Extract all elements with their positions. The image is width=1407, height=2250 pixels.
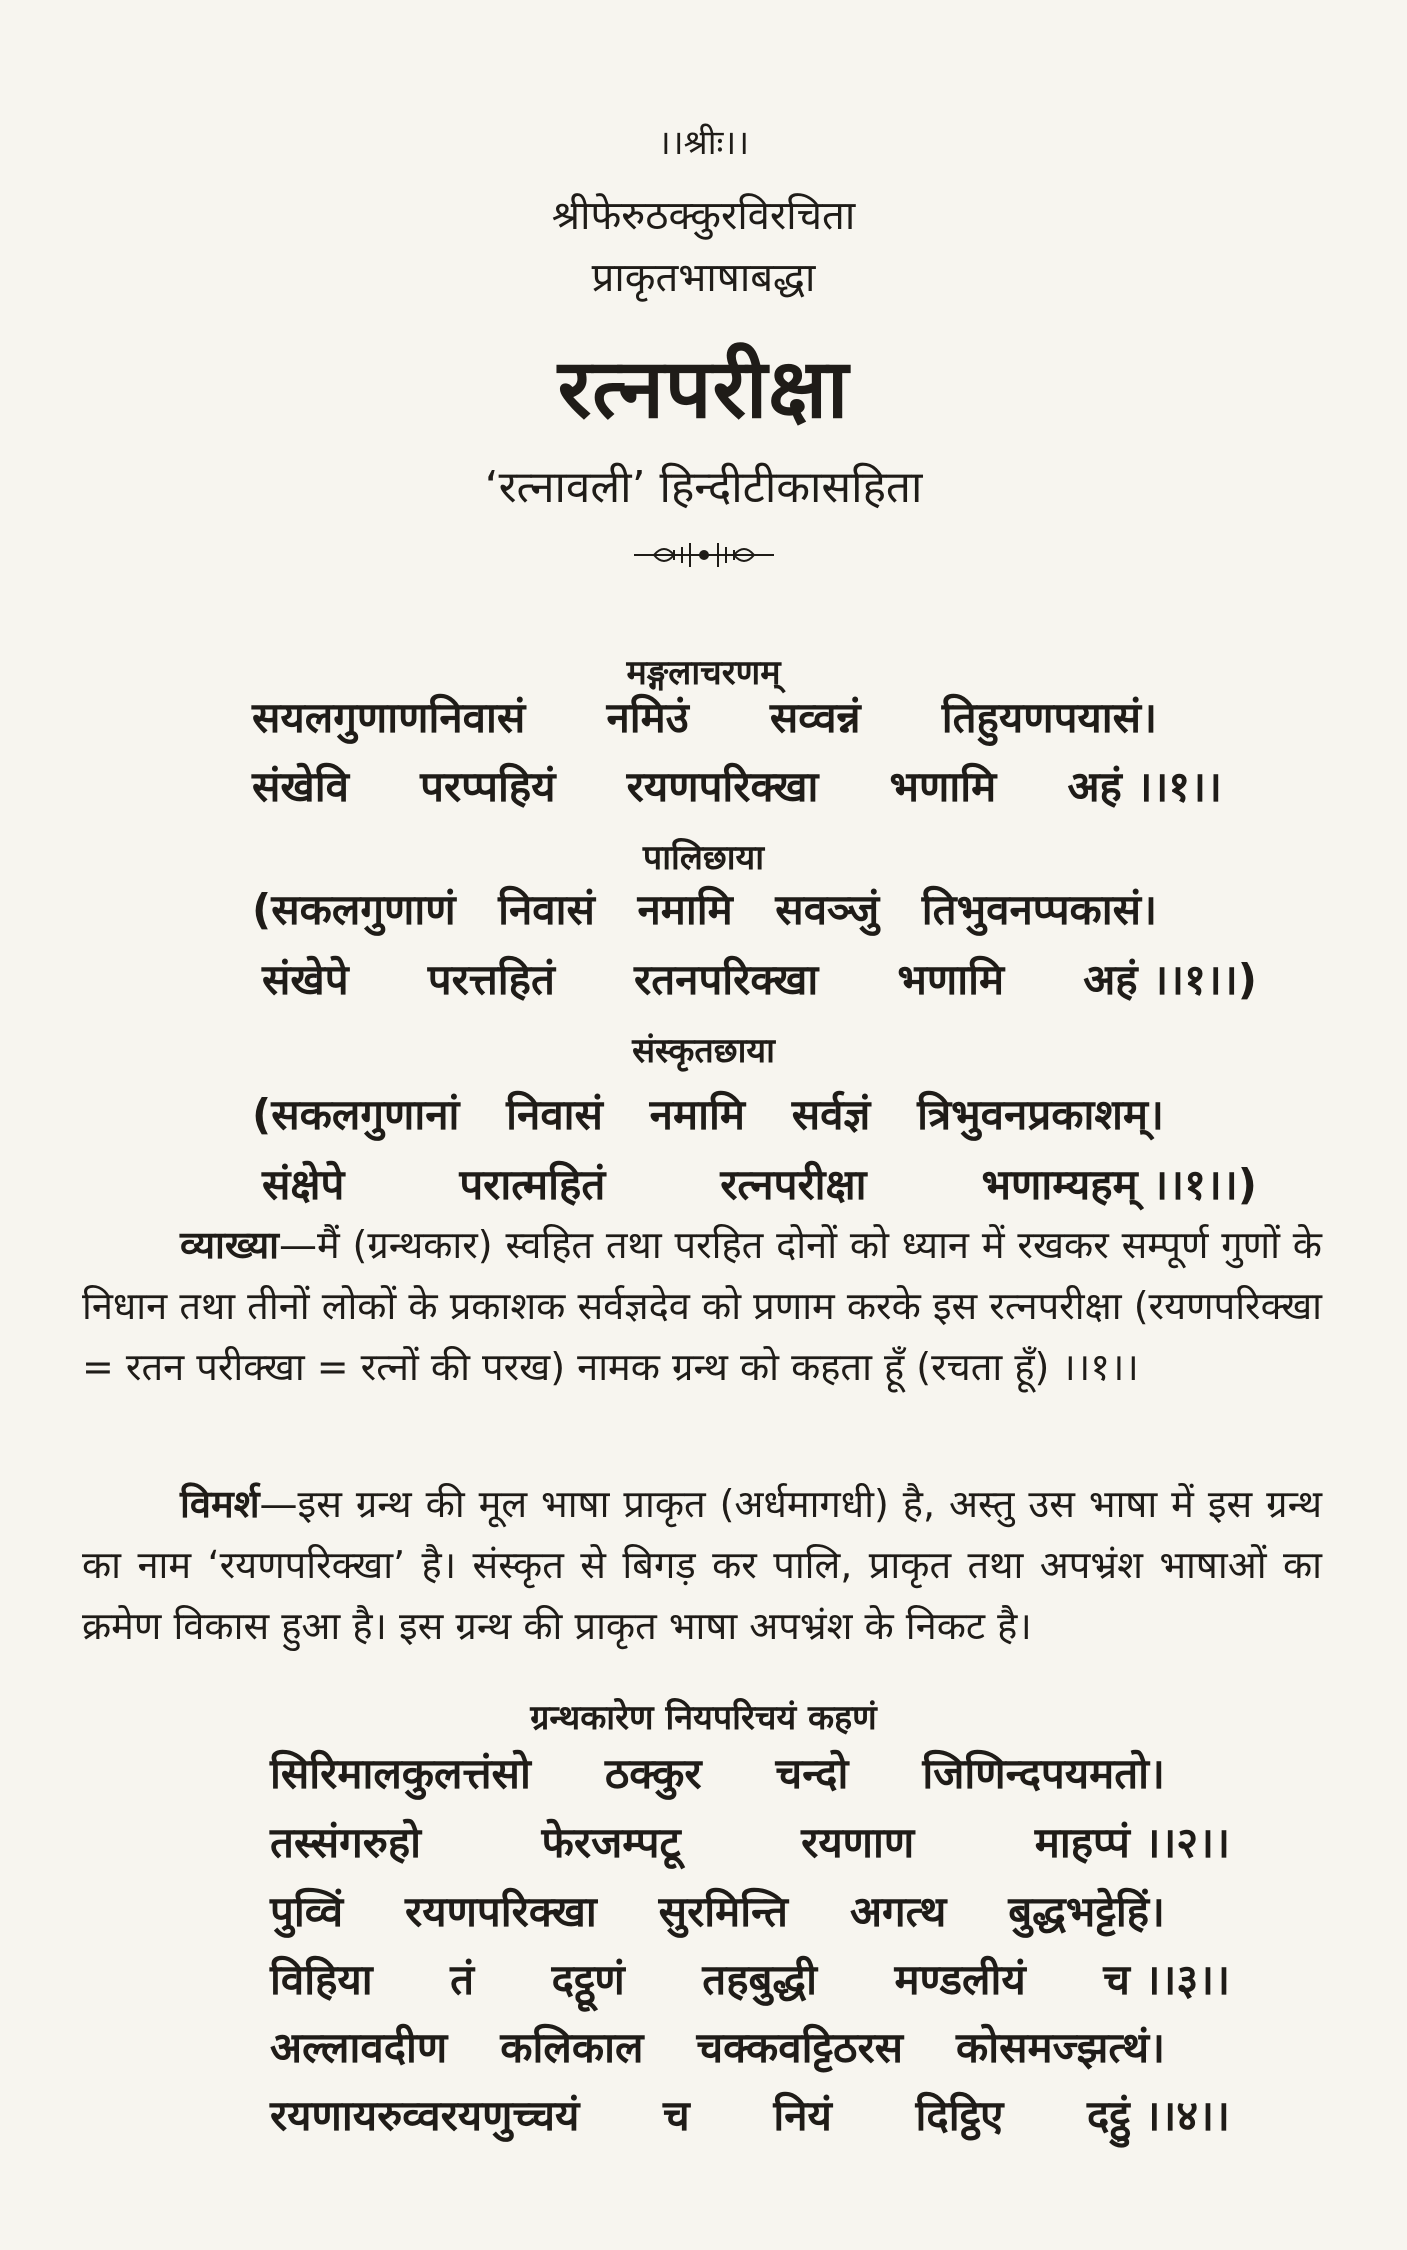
verse-word: चक्कवट्टिठरस: [696, 2023, 904, 2072]
verse-word: परात्महितं: [459, 1160, 606, 1209]
verse-line: [270, 1813, 1230, 1870]
page-title: रत्नपरीक्षा: [557, 342, 850, 437]
verse-word: रयणाण: [801, 1818, 915, 1867]
paragraph-text: —इस ग्रन्थ की मूल भाषा प्राकृत (अर्धमागधी) है, अस्तु उस भाषा में इस ग्रन्थ का नाम ‘रयणपरिक्खा’ है। संस्कृत से बिगड़ कर पालि, प्राकृत तथा अपभ्रंश भाषाओं का क्रमेण विकास हुआ है। इस ग्रन्थ की प्राकृत भाषा अपभ्रंश के निकट है।: [82, 1482, 1322, 1648]
verse-word: परत्तहितं: [427, 955, 555, 1004]
verse-word: (सकलगुणानां: [252, 1090, 460, 1139]
section-heading-palichhaya: पालिछाया: [642, 838, 765, 878]
verse-word: नियं: [773, 2091, 832, 2140]
verse-line: [270, 1744, 1165, 1801]
verse-word: (सकलगुणाणं: [252, 885, 456, 934]
verse-line: [270, 1882, 1165, 1939]
verse-word: रयणपरिक्खा: [405, 1887, 597, 1936]
verse-word: संखेपे: [262, 955, 349, 1004]
verse-line: [252, 688, 1157, 745]
verse-line: [252, 880, 1157, 937]
verse-word: दिट्ठिए: [915, 2091, 1004, 2140]
verse-word: च ।।३।।: [1103, 1955, 1230, 2004]
verse-word: जिणिन्दपयमतो।: [922, 1749, 1165, 1798]
verse-word: रयणायरुव्वरयणुच्चयं: [270, 2091, 580, 2140]
verse-line: [270, 2086, 1230, 2143]
verse-word: सुरमिन्ति: [658, 1887, 788, 1936]
verse-word: सयलगुणाणनिवासं: [252, 693, 526, 742]
verse-word: तस्संगरुहो: [270, 1818, 422, 1867]
verse-line: [262, 950, 1257, 1007]
verse-word: कोसमज्झत्थं।: [956, 2023, 1165, 2072]
section-heading-sanskritchhaya: संस्कृतछाया: [632, 1031, 775, 1071]
commentary-paragraph: [82, 1215, 1322, 1398]
subtitle: ‘रत्नावली’ हिन्दीटीकासहिता: [484, 462, 923, 513]
verse-word: पुव्विं: [270, 1887, 344, 1936]
verse-word: फेरजम्पटू: [541, 1818, 681, 1867]
verse-word: अहं ।।१।।): [1083, 955, 1257, 1004]
paragraph-text: —मैं (ग्रन्थकार) स्वहित तथा परहित दोनों को ध्यान में रखकर सम्पूर्ण गुणों के निधान तथा तीनों लोकों के प्रकाशक सर्वज्ञदेव को प्रणाम करके इस रत्नपरीक्षा (रयणपरिक्खा = रतन परीक्खा = रत्नों की परख) नामक ग्रन्थ को कहता हूँ (रचता हूँ) ।।१।।: [82, 1223, 1322, 1389]
verse-line: [270, 1950, 1230, 2007]
verse-word: दट्ठूणं: [551, 1955, 625, 2004]
verse-word: माहप्पं ।।२।।: [1034, 1818, 1230, 1867]
verse-word: त्रिभुवनप्रकाशम्।: [917, 1090, 1164, 1139]
verse-word: निवासं: [498, 885, 595, 934]
verse-word: तहबुद्धी: [702, 1955, 817, 2004]
verse-word: कलिकाल: [500, 2023, 644, 2072]
verse-word: रयणपरिक्खा: [626, 762, 819, 811]
verse-word: संखेवि: [252, 762, 349, 811]
verse-word: तिहुयणपयासं।: [941, 693, 1157, 742]
section-heading-parichay: ग्रन्थकारेण नियपरिचयं कहणं: [530, 1698, 877, 1738]
verse-line: [252, 1085, 1164, 1142]
verse-word: सिरिमालकुलत्तंसो: [270, 1749, 531, 1798]
author-line: श्रीफेरुठक्कुरविरचिता: [551, 193, 856, 239]
verse-word: सर्वज्ञं: [791, 1090, 871, 1139]
verse-word: रत्नपरीक्षा: [720, 1160, 867, 1209]
verse-word: परप्पहियं: [420, 762, 556, 811]
verse-word: संक्षेपे: [262, 1160, 345, 1209]
invocation-mark: ।।श्रीः।।: [657, 123, 750, 163]
verse-word: भणामि: [897, 955, 1005, 1004]
verse-word: दट्ठुं ।।४।।: [1087, 2091, 1230, 2140]
verse-word: च: [663, 2091, 690, 2140]
verse-word: नमिउं: [606, 693, 689, 742]
verse-word: तं: [450, 1955, 475, 2004]
ornament-divider-icon: [0, 535, 1407, 579]
verse-word: सवञ्जुं: [775, 885, 880, 934]
verse-word: निवासं: [506, 1090, 603, 1139]
verse-word: नमामि: [637, 885, 733, 934]
verse-word: तिभुवनप्पकासं।: [921, 885, 1157, 934]
verse-word: सव्वन्नं: [769, 693, 861, 742]
section-heading-mangalacharan: मङ्गलाचरणम्: [626, 653, 781, 693]
verse-word: चन्दो: [775, 1749, 849, 1798]
verse-word: बुद्धभट्टेहिं।: [1008, 1887, 1165, 1936]
verse-word: नमामि: [649, 1090, 745, 1139]
verse-word: भणामि: [889, 762, 997, 811]
paragraph-lead: व्याख्या: [180, 1223, 279, 1267]
verse-word: विहिया: [270, 1955, 373, 2004]
language-line: प्राकृतभाषाबद्धा: [591, 255, 816, 301]
verse-word: अहं ।।१।।: [1067, 762, 1222, 811]
verse-word: अल्लावदीण: [270, 2023, 448, 2072]
verse-word: मण्डलीयं: [894, 1955, 1026, 2004]
discussion-paragraph: [82, 1474, 1322, 1657]
verse-line: [252, 757, 1222, 814]
verse-word: अगत्थ: [849, 1887, 947, 1936]
paragraph-lead: विमर्श: [180, 1482, 260, 1526]
verse-line: [270, 2018, 1165, 2075]
verse-word: ठक्कुर: [604, 1749, 702, 1798]
verse-line: [262, 1155, 1257, 1212]
verse-word: भणाम्यहम् ।।१।।): [981, 1160, 1257, 1209]
verse-word: रतनपरिक्खा: [634, 955, 819, 1004]
